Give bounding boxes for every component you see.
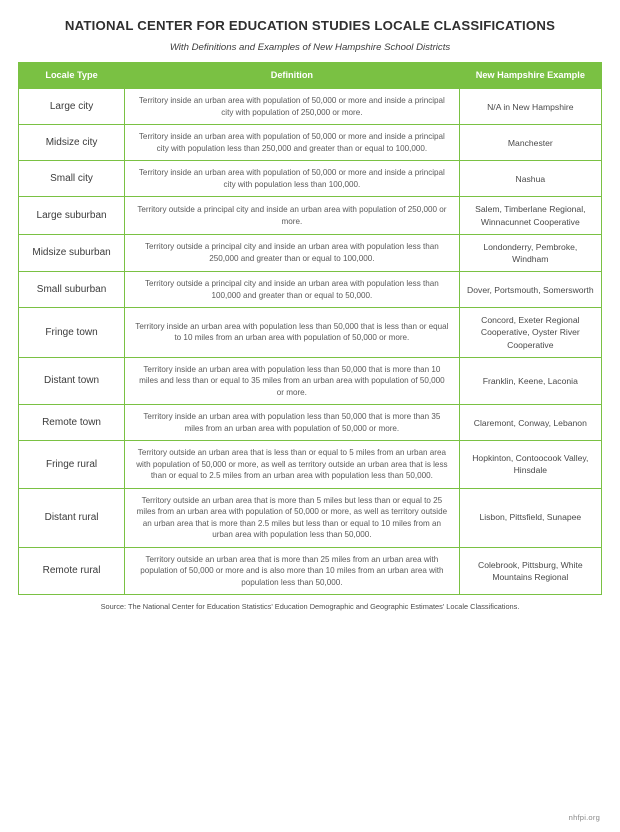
- cell-definition: Territory inside an urban area with population less than 50,000 that is less than or equal to 10 miles from an urban area with population of 50,000 or more.: [125, 308, 460, 358]
- cell-new-hampshire-example: Franklin, Keene, Laconia: [459, 357, 601, 404]
- table-row: [19, 272, 602, 308]
- cell-new-hampshire-example: Londonderry, Pembroke, Windham: [459, 234, 601, 271]
- column-header-definition: Definition: [125, 62, 460, 89]
- cell-new-hampshire-example: N/A in New Hampshire: [459, 89, 601, 125]
- table-row: [19, 441, 602, 488]
- table-body: [19, 89, 602, 595]
- table-header-row: [19, 62, 602, 89]
- cell-locale-type: Remote town: [19, 405, 125, 441]
- cell-locale-type: Large suburban: [19, 197, 125, 234]
- cell-definition: Territory outside an urban area that is more than 25 miles from an urban area with population of 50,000 or more and is also more than 10 miles from an urban area with population less than 50,000.: [125, 547, 460, 594]
- table-header: [19, 62, 602, 89]
- table-row: [19, 488, 602, 547]
- cell-new-hampshire-example: Claremont, Conway, Lebanon: [459, 405, 601, 441]
- table-row: [19, 234, 602, 271]
- page-title: NATIONAL CENTER FOR EDUCATION STUDIES LOCALE CLASSIFICATIONS: [64, 18, 556, 33]
- table-row: [19, 161, 602, 197]
- cell-locale-type: Small city: [19, 161, 125, 197]
- cell-locale-type: Fringe town: [19, 308, 125, 358]
- cell-locale-type: Small suburban: [19, 272, 125, 308]
- cell-new-hampshire-example: Salem, Timberlane Regional, Winnacunnet Cooperative: [459, 197, 601, 234]
- cell-definition: Territory inside an urban area with population less than 50,000 that is more than 35 miles from an urban area with population of 50,000 or more.: [125, 405, 460, 441]
- column-header-new-hampshire-example: New Hampshire Example: [459, 62, 601, 89]
- footer-brand: nhfpi.org: [568, 813, 600, 822]
- cell-definition: Territory outside a principal city and inside an urban area with population of 250,000 or more.: [125, 197, 460, 234]
- locale-classification-table: [18, 62, 602, 596]
- cell-new-hampshire-example: Lisbon, Pittsfield, Sunapee: [459, 488, 601, 547]
- cell-definition: Territory inside an urban area with population of 50,000 or more and inside a principal city with population of 250,000 or more.: [125, 89, 460, 125]
- table-row: [19, 125, 602, 161]
- cell-new-hampshire-example: Colebrook, Pittsburg, White Mountains Regional: [459, 547, 601, 594]
- cell-new-hampshire-example: Dover, Portsmouth, Somersworth: [459, 272, 601, 308]
- page-subtitle: With Definitions and Examples of New Hampshire School Districts: [169, 41, 451, 53]
- cell-new-hampshire-example: Concord, Exeter Regional Cooperative, Oyster River Cooperative: [459, 308, 601, 358]
- source-note: Source: The National Center for Education Statistics' Education Demographic and Geographic Estimates' Locale Classifications.: [100, 602, 520, 612]
- table-row: [19, 89, 602, 125]
- cell-locale-type: Midsize city: [19, 125, 125, 161]
- cell-locale-type: Fringe rural: [19, 441, 125, 488]
- table-row: [19, 357, 602, 404]
- table-row: [19, 405, 602, 441]
- column-header-locale-type: Locale Type: [19, 62, 125, 89]
- table-row: [19, 547, 602, 594]
- cell-new-hampshire-example: Manchester: [459, 125, 601, 161]
- table-row: [19, 197, 602, 234]
- cell-definition: Territory inside an urban area with population of 50,000 or more and inside a principal city with population less than 100,000.: [125, 161, 460, 197]
- cell-definition: Territory outside an urban area that is less than or equal to 5 miles from an urban area with population of 50,000 or more, as well as territory outside an urban area that is less than or equal to 2.5 miles from an urban area with population less than 50,000.: [125, 441, 460, 488]
- cell-definition: Territory inside an urban area with population less than 50,000 that is more than 10 miles and less than or equal to 35 miles from an urban area with population of 50,000 or more.: [125, 357, 460, 404]
- cell-locale-type: Large city: [19, 89, 125, 125]
- cell-definition: Territory outside a principal city and inside an urban area with population less than 250,000 and greater than or equal to 100,000.: [125, 234, 460, 271]
- cell-locale-type: Distant town: [19, 357, 125, 404]
- cell-definition: Territory inside an urban area with population of 50,000 or more and inside a principal city with population less than 250,000 and greater than or equal to 100,000.: [125, 125, 460, 161]
- cell-new-hampshire-example: Nashua: [459, 161, 601, 197]
- table-row: [19, 308, 602, 358]
- cell-new-hampshire-example: Hopkinton, Contoocook Valley, Hinsdale: [459, 441, 601, 488]
- cell-definition: Territory outside an urban area that is more than 5 miles but less than or equal to 25 miles from an urban area with population of 50,000 or more, as well as territory outside an urban area that is more than 2.5 miles but less than or equal to 10 miles from an urban area with population less than 50,000.: [125, 488, 460, 547]
- cell-locale-type: Distant rural: [19, 488, 125, 547]
- cell-locale-type: Remote rural: [19, 547, 125, 594]
- cell-locale-type: Midsize suburban: [19, 234, 125, 271]
- cell-definition: Territory outside a principal city and inside an urban area with population less than 100,000 and greater than or equal to 50,000.: [125, 272, 460, 308]
